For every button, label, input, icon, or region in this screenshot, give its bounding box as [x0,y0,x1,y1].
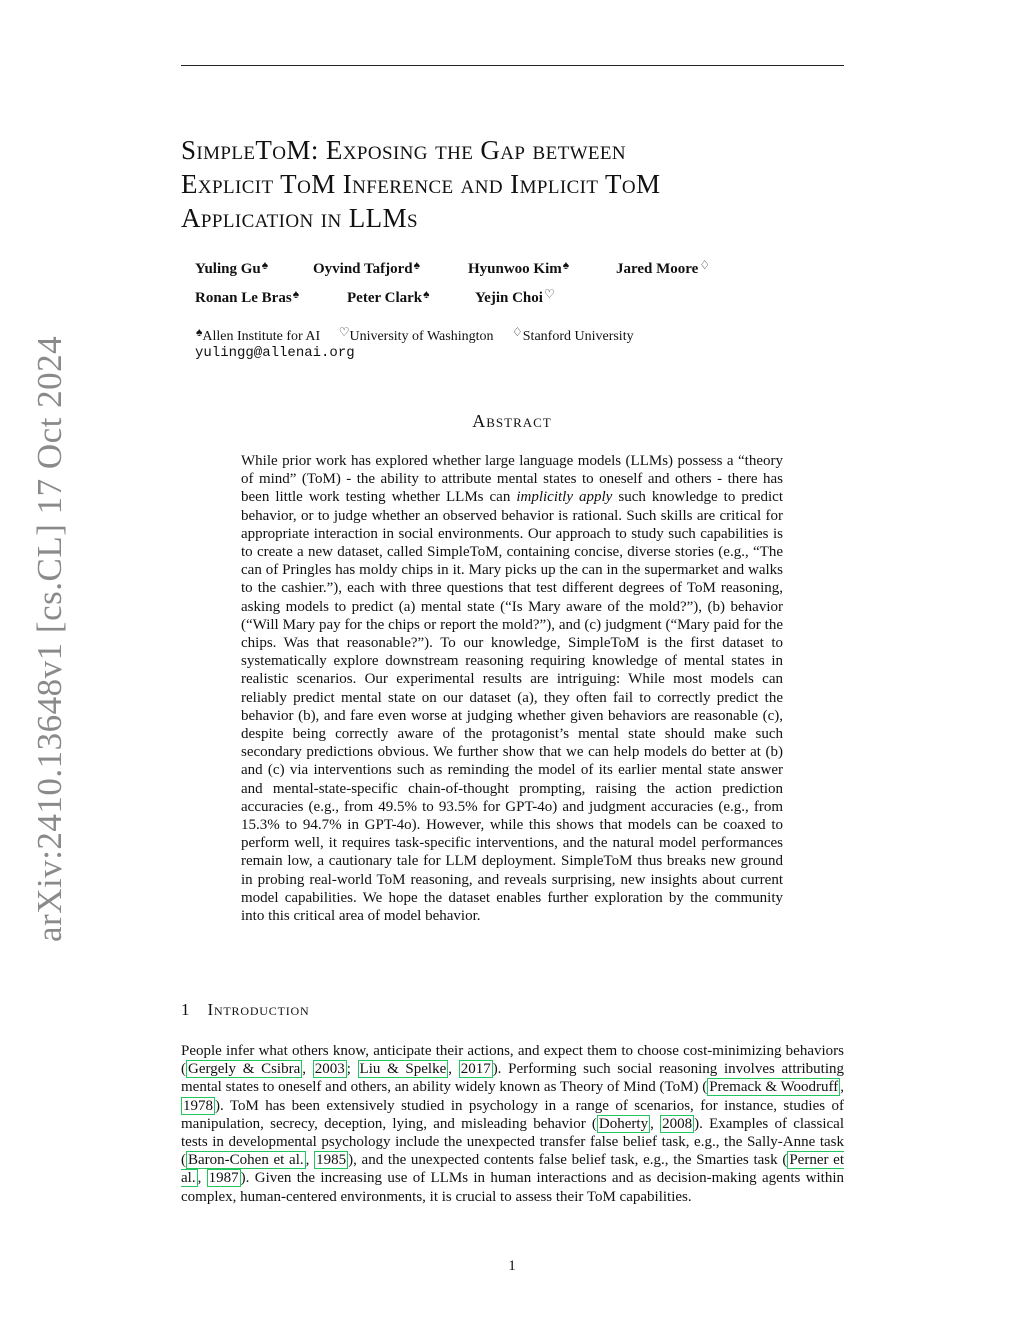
author-name: Ronan Le Bras♠ [195,287,300,306]
citation-link[interactable]: Liu & Spelke [359,1061,447,1078]
citation-link[interactable]: Gergely & Csibra [188,1061,301,1078]
citation-link[interactable]: 2017 [460,1061,491,1078]
page-number: 1 [508,1258,516,1274]
abstract-heading: Abstract [472,411,552,431]
citation-link[interactable]: Doherty [598,1115,649,1132]
top-rule [181,65,844,66]
citation-link[interactable]: 1985 [316,1152,347,1169]
section-title: Introduction [207,1000,310,1019]
section-heading-introduction [181,1000,309,1020]
title-line-2: Explicit ToM Inference and Implicit ToM [181,169,661,199]
author-name: Oyvind Tafjord♠ [313,258,420,277]
introduction-paragraph: People infer what others know, anticipate their actions, and expect them to choose cost-minimizing behaviors ( Gergely & Csibra , 2003 ; Liu & Spelke , 2017 ). Performing such social reasoning involves attributing mental states to oneself and others, an ability widely known as Theory of Mind (ToM) ( Premack & Woodruff , 1978 ). ToM has been extensively studied in psychology in a range of scenarios, for instance, studies of manipulation, secrecy, deception, lying, and misleading behavior ( Doherty , 2008 ). Examples of classical tests in developmental psychology include the unexpected transfer false belief task, e.g., the Sally-Anne task ( Baron-Cohen et al. , 1985 ), and the unexpected contents false belief task, e.g., the Smarties task ( Perner et al. , 1987 ). Given the increasing use of LLMs in human interactions and as decision-making agents within complex, human-centered environments, it is crucial to assess their ToM capabilities. [181,1043,845,1205]
author-name: Yuling Gu♠ [195,258,269,277]
contact-email[interactable]: yulingg@allenai.org [195,345,355,361]
citation-link[interactable]: 2008 [662,1115,693,1132]
citation-link[interactable]: Perner et al. [181,1152,845,1187]
citation-link[interactable]: 2003 [314,1061,345,1078]
citation-link[interactable]: Premack & Woodruff [709,1079,839,1096]
affiliation-stanford: ♢Stanford University [512,325,634,344]
section-number: 1 [181,1000,190,1019]
abstract-text: While prior work has explored whether large language models (LLMs) possess a “theory of mind” (ToM) - the ability to attribute mental states to oneself and others - there has been little work testing whether LLMs can implicitly apply such knowledge to predict behavior, or to judge whether an observed behavior is rational. Such skills are critical for appropriate interaction in social environments. Our approach to study such capabilities is to create a new dataset, called SimpleToM, containing concise, diverse stories (e.g., “The can of Pringles has moldy chips in it. Mary picks up the can in the supermarket and walks to the cashier.”), each with three questions that test different degrees of ToM reasoning, asking models to predict (a) mental state (“Is Mary aware of the mold?”), (b) behavior (“Will Mary pay for the chips or report the mold?”), and (c) judgment (“Mary paid for the chips. Was that reasonable?”). To our knowledge, SimpleToM is the first dataset to systematically explore downstream reasoning requiring knowledge of mental states in realistic scenarios. Our experimental results are intriguing: While most models can reliably predict mental state on our dataset (a), they often fail to correctly predict the behavior (b), and fare even worse at judging whether given behaviors are reasonable (c), despite being correctly aware of the protagonist’s mental state should make such secondary predictions obvious. We further show that we can help models do better at (b) and (c) via interventions such as reminding the model of its earlier mental state answer and mental-state-specific chain-of-thought prompting, raising the action prediction accuracies (e.g., from 49.5% to 93.5% for GPT-4o) and judgment accuracies (e.g., from 15.3% to 94.7% in GPT-4o). However, while this shows that models can be coaxed to perform well, it requires task-specific interventions, and the natural model performances remain low, a cautionary tale for LLM deployment. SimpleToM thus breaks new ground in probing real-world ToM reasoning, and reveals surprising, new insights about current model capabilities. We hope the dataset enables further exploration by the community into this critical area of model behavior. [241,453,784,925]
abstract-emphasis: implicitly apply [516,489,613,506]
citation-link[interactable]: 1987 [208,1170,239,1187]
author-name: Peter Clark♠ [347,287,430,306]
citation-link[interactable]: Baron-Cohen et al. [188,1152,304,1169]
author-name: Jared Moore♢ [616,258,711,277]
author-name: Yejin Choi♡ [475,287,555,306]
title-line-3: Application in LLMs [181,203,418,233]
author-name: Hyunwoo Kim♠ [468,258,570,277]
citation-link[interactable]: 1978 [183,1097,213,1114]
affiliation-ai2: ♠Allen Institute for AI [196,325,321,344]
title-line-1: SimpleToM: Exposing the Gap between [181,135,627,165]
affiliation-uw: ♡University of Washington [338,325,494,344]
paper-title [181,133,844,235]
affiliations [195,325,648,345]
arxiv-identifier[interactable]: arXiv:2410.13648v1 [cs.CL] 17 Oct 2024 [30,335,69,942]
